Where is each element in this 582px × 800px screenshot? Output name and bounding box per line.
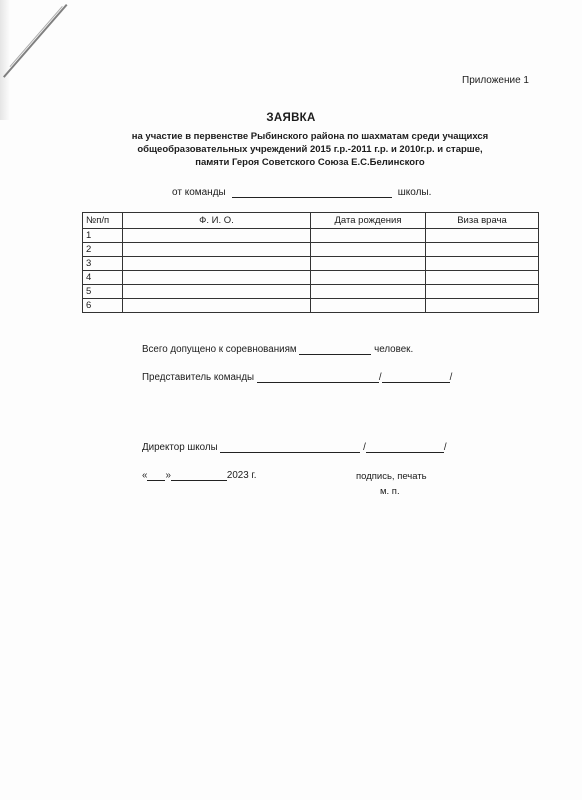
name-cell[interactable] <box>123 271 311 285</box>
birthdate-cell[interactable] <box>311 285 426 299</box>
doctor-visa-cell[interactable] <box>426 271 539 285</box>
doctor-visa-cell[interactable] <box>426 285 539 299</box>
date-close-quote: » <box>165 470 171 481</box>
team-suffix: школы. <box>397 187 432 198</box>
subtitle-line-2: общеобразовательных учреждений 2015 г.р.-2011 г.р. и 2010г.р. и старше, <box>137 144 483 155</box>
date-year: 2023 г. <box>226 470 257 481</box>
header-number: №п/п <box>83 213 123 229</box>
table-row <box>83 243 539 257</box>
birthdate-cell[interactable] <box>311 271 426 285</box>
team-prefix: от команды <box>172 187 226 198</box>
appendix-label: Приложение 1 <box>462 75 529 86</box>
row-number: 6 <box>83 299 123 313</box>
name-cell[interactable] <box>123 257 311 271</box>
table-row <box>83 271 539 285</box>
admitted-count-field[interactable] <box>299 344 371 355</box>
table-row <box>83 285 539 299</box>
representative-slash-end: / <box>449 372 453 383</box>
representative-signature-field[interactable] <box>257 372 379 383</box>
admitted-suffix: человек. <box>374 344 414 355</box>
row-number: 2 <box>83 243 123 257</box>
doctor-visa-cell[interactable] <box>426 257 539 271</box>
table-row <box>83 299 539 313</box>
team-line <box>172 187 431 198</box>
signature-note: подпись, печать <box>356 471 427 482</box>
team-name-field[interactable] <box>232 187 392 198</box>
name-cell[interactable] <box>123 243 311 257</box>
header-birthdate: Дата рождения <box>311 213 426 229</box>
director-name-field[interactable] <box>366 442 444 453</box>
document-subtitle <box>90 130 530 169</box>
birthdate-cell[interactable] <box>311 229 426 243</box>
table-header-row <box>83 213 539 229</box>
name-cell[interactable] <box>123 285 311 299</box>
birthdate-cell[interactable] <box>311 257 426 271</box>
header-doctor-visa: Виза врача <box>426 213 539 229</box>
row-number: 1 <box>83 229 123 243</box>
participants-table <box>82 212 539 313</box>
doctor-visa-cell[interactable] <box>426 299 539 313</box>
representative-line <box>142 372 452 383</box>
name-cell[interactable] <box>123 299 311 313</box>
representative-slash: / <box>378 372 382 383</box>
row-number: 5 <box>83 285 123 299</box>
birthdate-cell[interactable] <box>311 299 426 313</box>
admitted-prefix: Всего допущено к соревнованиям <box>142 344 297 355</box>
doctor-visa-cell[interactable] <box>426 243 539 257</box>
scan-shadow <box>0 0 10 120</box>
director-slash: / <box>363 442 366 453</box>
name-cell[interactable] <box>123 229 311 243</box>
date-open-quote: « <box>142 470 148 481</box>
birthdate-cell[interactable] <box>311 243 426 257</box>
document-title: ЗАЯВКА <box>266 112 316 124</box>
scan-artifact-line-secondary <box>10 6 63 67</box>
director-slash-end: / <box>443 442 447 453</box>
director-label: Директор школы <box>142 442 218 453</box>
row-number: 3 <box>83 257 123 271</box>
subtitle-line-1: на участие в первенстве Рыбинского района по шахматам среди учащихся <box>131 131 489 142</box>
director-signature-field[interactable] <box>220 442 360 453</box>
stamp-note: м. п. <box>380 486 400 497</box>
scan-artifact-line <box>3 4 67 78</box>
table-row <box>83 257 539 271</box>
row-number: 4 <box>83 271 123 285</box>
header-name: Ф. И. О. <box>123 213 311 229</box>
date-month-field[interactable] <box>171 470 227 481</box>
admitted-line <box>142 344 413 355</box>
table-row <box>83 229 539 243</box>
doctor-visa-cell[interactable] <box>426 229 539 243</box>
date-day-field[interactable] <box>147 470 165 481</box>
director-line <box>142 442 447 453</box>
representative-label: Представитель команды <box>142 372 255 383</box>
date-line <box>142 470 257 481</box>
subtitle-line-3: памяти Героя Советского Союза Е.С.Белинского <box>195 157 425 168</box>
representative-name-field[interactable] <box>382 372 450 383</box>
